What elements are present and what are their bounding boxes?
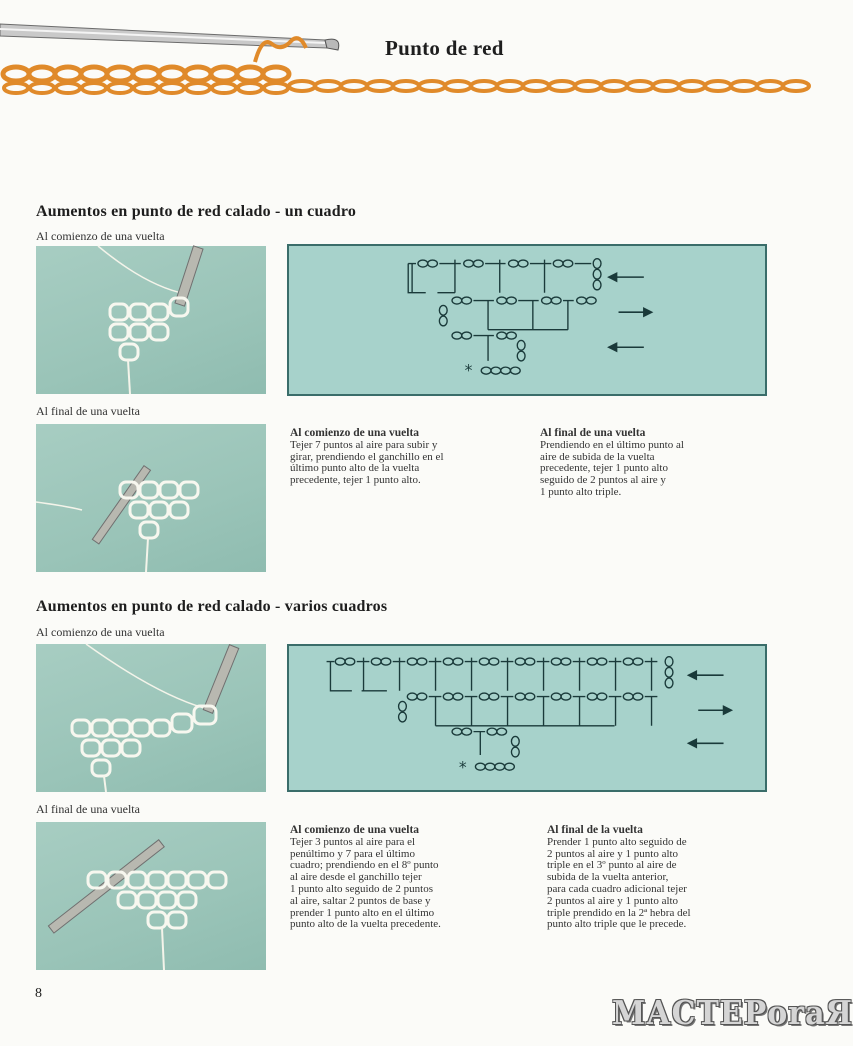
instructions-line: punto alto de la vuelta precedente. <box>290 918 441 931</box>
instructions-line: 2 puntos al aire y 1 punto alto <box>547 894 679 907</box>
instructions-line: aire de subida de la vuelta <box>540 450 655 463</box>
instructions-line: al aire, saltar 2 puntos de base y <box>290 894 431 907</box>
stitch-chart-one-square <box>289 246 765 394</box>
instructions-end-one-square <box>540 428 775 499</box>
instructions-heading: Al final de una vuelta <box>540 427 646 439</box>
diagram-start-one-square <box>287 244 767 396</box>
section-title-varios-cuadros: Aumentos en punto de red calado - varios cuadros <box>36 598 388 615</box>
instructions-line: precedente, tejer 1 punto alto. <box>290 474 421 487</box>
direction-arrows <box>609 273 652 351</box>
instructions-line: 1 punto alto seguido de 2 puntos <box>290 882 433 895</box>
instructions-line: triple en el 3º punto al aire de <box>547 859 677 872</box>
instructions-line: para cada cuadro adicional tejer <box>547 882 687 895</box>
instructions-heading: Al final de la vuelta <box>547 824 643 836</box>
instructions-line: Prendiendo en el último punto al <box>540 438 684 451</box>
instructions-line: prender 1 punto alto en el último <box>290 906 435 919</box>
instructions-heading: Al comienzo de una vuelta <box>290 427 420 439</box>
photo-end-one-square <box>36 424 266 572</box>
watermark-logo: МАСТЕРоraЯ <box>612 994 853 1033</box>
instructions-line: girar, prendiendo el ganchillo en el <box>290 450 444 463</box>
photo-caption-start: Al comienzo de una vuelta <box>36 229 165 243</box>
photo-caption-start: Al comienzo de una vuelta <box>36 625 165 639</box>
photo-end-several-squares <box>36 822 266 970</box>
instructions-line: subida de la vuelta anterior, <box>547 871 669 884</box>
instructions-line: penúltimo y 7 para el último <box>290 847 415 860</box>
page-number: 8 <box>35 986 42 1001</box>
diagram-start-several-squares <box>287 644 767 792</box>
instructions-line: 2 puntos al aire y 1 punto alto <box>547 847 679 860</box>
photo-caption-end: Al final de una vuelta <box>36 404 140 418</box>
instructions-line: seguido de 2 puntos al aire y <box>540 474 666 487</box>
instructions-line: precedente, tejer 1 punto alto <box>540 462 668 475</box>
instructions-line: Tejer 7 puntos al aire para subir y <box>290 438 438 451</box>
instructions-line: último punto alto de la vuelta <box>290 462 420 475</box>
start-asterisk-icon: * <box>458 758 467 777</box>
section-title-un-cuadro: Aumentos en punto de red calado - un cuadro <box>36 203 357 220</box>
page-title: Punto de red <box>385 36 504 60</box>
instructions-line: Prender 1 punto alto seguido de <box>547 835 687 848</box>
photo-start-one-square <box>36 246 266 394</box>
instructions-line: triple prendido en la 2ª hebra del <box>547 906 691 919</box>
photo-caption-end: Al final de una vuelta <box>36 802 140 816</box>
photo-start-several-squares <box>36 644 266 792</box>
instructions-line: al aire desde el ganchillo tejer <box>290 871 422 884</box>
instructions-line: 1 punto alto triple. <box>540 485 622 498</box>
instructions-start-one-square <box>290 428 525 487</box>
chain-stitch-band <box>3 67 809 93</box>
start-asterisk-icon: * <box>464 361 473 380</box>
instructions-line: cuadro; prendiendo en el 8º punto <box>290 859 439 872</box>
instructions-end-several-squares <box>547 825 777 931</box>
instructions-line: Tejer 3 puntos al aire para el <box>290 835 416 848</box>
direction-arrows <box>689 671 732 747</box>
instructions-heading: Al comienzo de una vuelta <box>290 824 420 836</box>
instructions-line: punto alto triple que le precede. <box>547 918 687 931</box>
instructions-start-several-squares <box>290 825 530 931</box>
stitch-chart-several-squares <box>289 646 765 790</box>
